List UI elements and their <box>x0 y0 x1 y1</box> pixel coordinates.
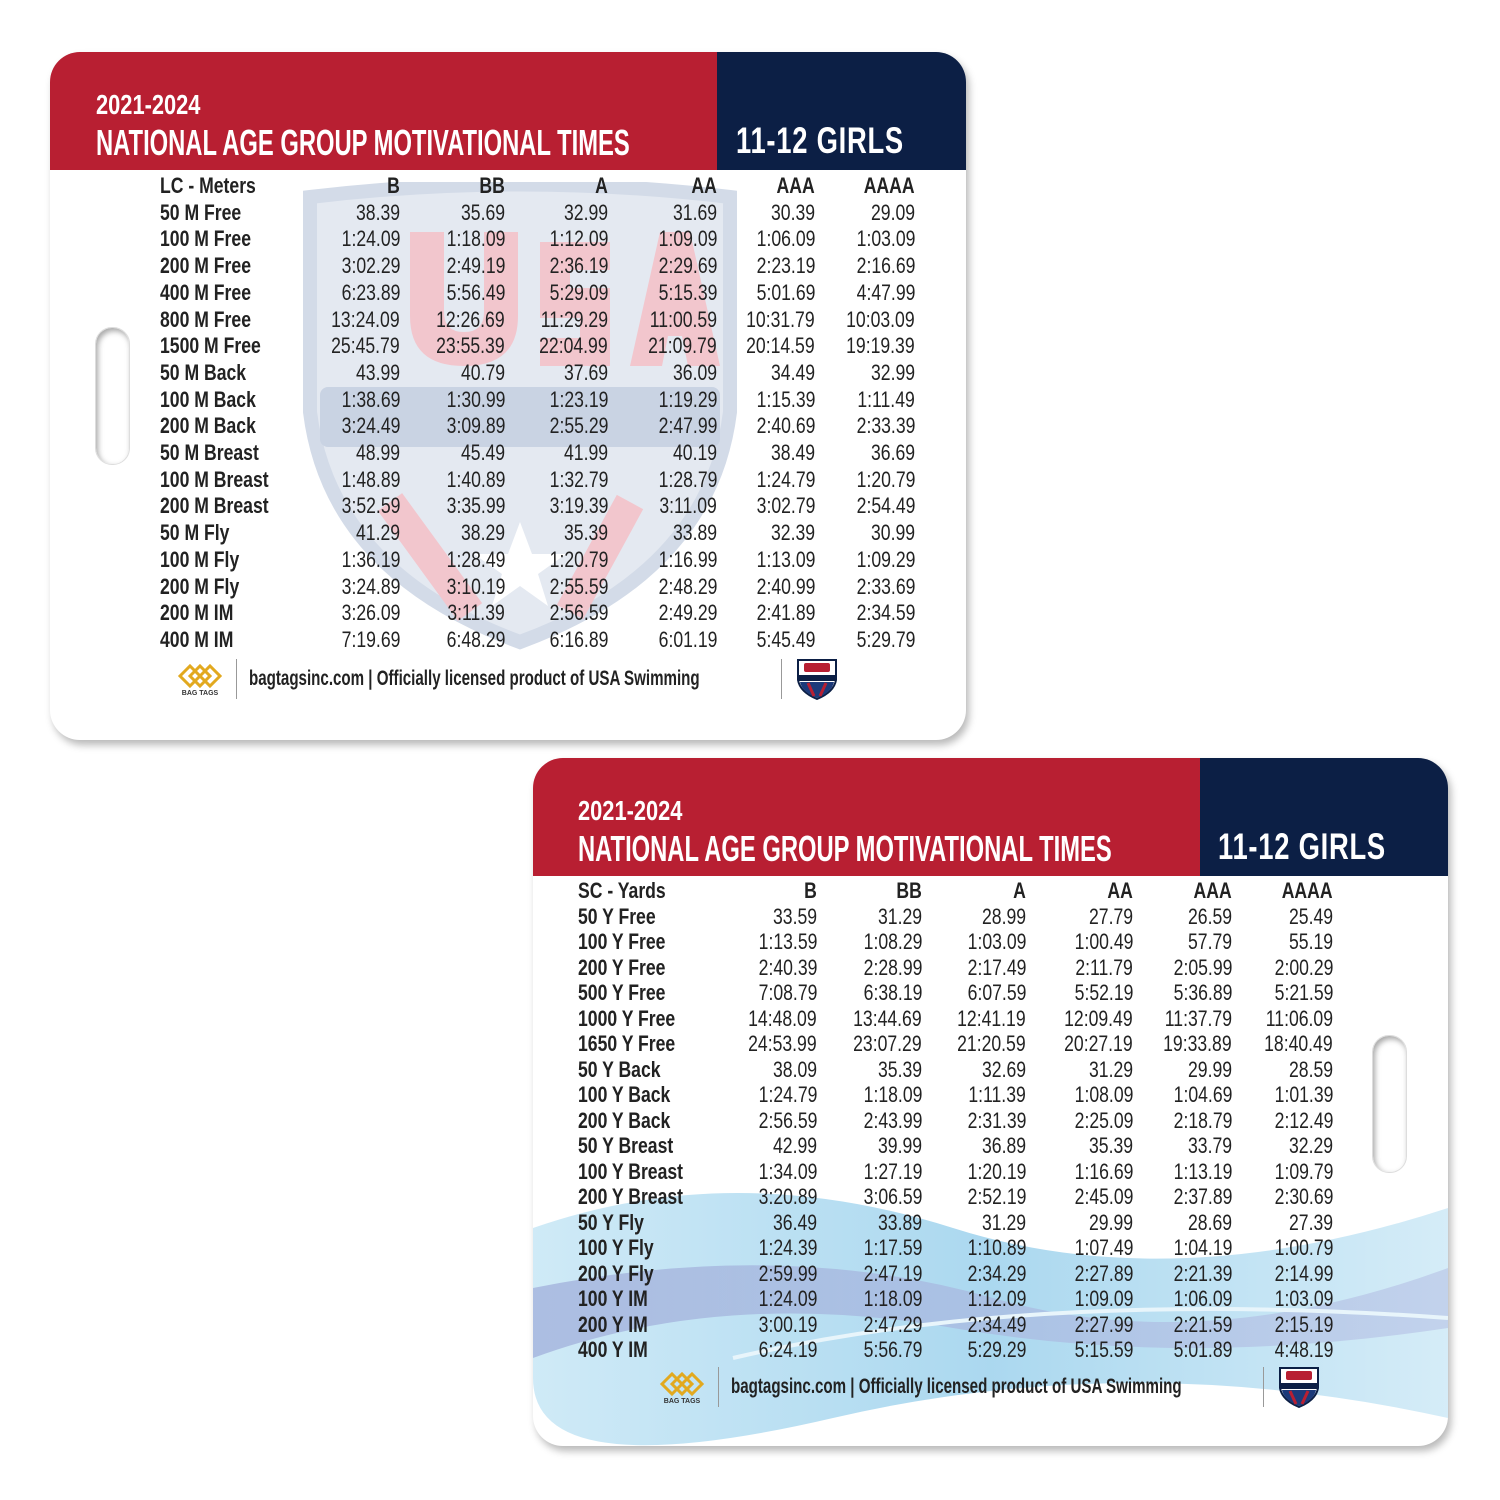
time-cell: 3:52.59 <box>341 493 400 519</box>
event-label: 800 M Free <box>160 306 251 332</box>
time-cell: 2:52.19 <box>967 1184 1026 1209</box>
time-cell: 43.99 <box>355 359 400 385</box>
time-cell: 33.89 <box>877 1209 922 1235</box>
time-cell: 12:41.19 <box>957 1005 1026 1031</box>
time-cell: 1:06.09 <box>1173 1286 1232 1311</box>
time-cell: 30.99 <box>870 520 915 546</box>
time-cell: 1:23.19 <box>549 386 608 412</box>
time-cell: 27.79 <box>1088 903 1133 929</box>
time-cell: 1:10.89 <box>967 1235 1026 1260</box>
time-cell: 37.69 <box>563 359 608 385</box>
usa-swimming-logo-icon <box>794 658 840 700</box>
time-cell: 1:00.79 <box>1274 1235 1333 1260</box>
time-cell: 1:13.09 <box>756 546 815 572</box>
time-cell: 2:33.69 <box>856 573 915 599</box>
event-label: 50 M Back <box>160 359 247 385</box>
age-group-label: 11-12 GIRLS <box>736 120 904 161</box>
time-cell: 35.39 <box>1088 1133 1133 1158</box>
time-cell: 3:09.89 <box>446 413 505 439</box>
time-cell: 5:56.79 <box>863 1337 922 1362</box>
time-cell: 2:17.49 <box>967 954 1026 980</box>
time-cell: 5:52.19 <box>1074 980 1133 1005</box>
time-cell: 2:47.99 <box>658 413 717 439</box>
bag-tags-logo <box>658 1370 706 1405</box>
event-label: 500 Y Free <box>578 980 666 1005</box>
time-cell: 3:11.39 <box>447 600 505 626</box>
time-cell: 40.79 <box>460 359 505 385</box>
card-title: NATIONAL AGE GROUP MOTIVATIONAL TIMES <box>578 828 1112 869</box>
time-cell: 5:29.29 <box>967 1337 1026 1362</box>
time-cell: 5:36.89 <box>1173 980 1232 1005</box>
time-cell: 1:24.79 <box>758 1082 817 1107</box>
sc-yards-card <box>533 758 1448 1446</box>
time-cell: 5:21.59 <box>1274 980 1333 1005</box>
time-cell: 1:24.09 <box>758 1286 817 1311</box>
column-header-a: A <box>1013 878 1026 903</box>
time-cell: 11:37.79 <box>1164 1005 1232 1031</box>
event-label: 200 M IM <box>160 600 234 626</box>
time-cell: 1:04.69 <box>1173 1082 1232 1107</box>
time-cell: 10:31.79 <box>746 306 815 332</box>
time-cell: 1:01.39 <box>1274 1082 1333 1107</box>
event-label: 100 M Breast <box>160 466 269 492</box>
column-header-aa: AA <box>1107 878 1133 903</box>
event-label: 400 M IM <box>160 626 234 652</box>
time-cell: 2:49.19 <box>446 253 505 279</box>
time-cell: 33.59 <box>772 903 817 929</box>
time-cell: 13:24.09 <box>331 306 400 332</box>
time-cell: 22:04.99 <box>539 333 608 359</box>
time-cell: 1:20.19 <box>967 1158 1026 1184</box>
time-cell: 24:53.99 <box>748 1031 817 1056</box>
time-cell: 3:24.89 <box>341 573 400 599</box>
column-header-aaa: AAA <box>776 173 815 198</box>
time-cell: 48.99 <box>355 440 400 465</box>
time-cell: 25.49 <box>1288 903 1333 929</box>
time-cell: 31.29 <box>981 1209 1026 1235</box>
time-cell: 2:16.69 <box>856 253 915 279</box>
time-cell: 1:04.19 <box>1173 1235 1232 1260</box>
time-cell: 2:37.89 <box>1173 1184 1232 1209</box>
time-cell: 25:45.79 <box>331 333 400 359</box>
time-cell: 3:00.19 <box>758 1311 817 1337</box>
time-cell: 1:19.29 <box>658 386 717 412</box>
time-cell: 2:55.59 <box>549 573 608 599</box>
course-header: LC - Meters <box>160 173 256 198</box>
event-label: 1000 Y Free <box>578 1005 676 1031</box>
time-cell: 1:09.29 <box>856 546 915 572</box>
time-cell: 2:49.29 <box>658 600 717 626</box>
years-label: 2021-2024 <box>96 89 201 120</box>
column-header-b: B <box>804 878 817 903</box>
time-cell: 1:24.39 <box>758 1235 817 1260</box>
bag-tags-diamonds-icon <box>176 662 224 690</box>
time-cell: 5:29.79 <box>856 626 915 652</box>
time-cell: 6:48.29 <box>446 626 505 652</box>
time-cell: 5:29.09 <box>549 279 608 305</box>
time-cell: 18:40.49 <box>1264 1031 1333 1056</box>
time-cell: 1:20.79 <box>856 466 915 492</box>
time-cell: 1:03.09 <box>856 226 915 252</box>
time-cell: 29.09 <box>870 199 915 225</box>
time-cell: 2:27.99 <box>1074 1311 1133 1337</box>
time-cell: 55.19 <box>1288 929 1333 954</box>
column-header-aaaa: AAAA <box>1282 878 1333 903</box>
time-cell: 1:36.19 <box>341 546 400 572</box>
time-cell: 21:20.59 <box>957 1031 1026 1056</box>
event-label: 200 M Breast <box>160 493 269 519</box>
usa-swimming-logo-icon <box>1276 1366 1322 1408</box>
years-label: 2021-2024 <box>578 795 683 826</box>
time-cell: 39.99 <box>877 1133 922 1158</box>
time-cell: 2:34.29 <box>967 1260 1026 1286</box>
time-cell: 38.09 <box>772 1056 817 1082</box>
time-cell: 31.69 <box>672 199 717 225</box>
time-cell: 2:54.49 <box>856 493 915 519</box>
event-label: 200 M Back <box>160 413 256 439</box>
time-cell: 20:14.59 <box>746 333 815 359</box>
time-cell: 2:31.39 <box>967 1107 1026 1133</box>
time-cell: 1:09.09 <box>658 226 717 252</box>
time-cell: 1:20.79 <box>549 546 608 572</box>
time-cell: 6:23.89 <box>341 279 400 305</box>
time-cell: 1:09.79 <box>1274 1158 1333 1184</box>
time-cell: 32.69 <box>981 1056 1026 1082</box>
time-cell: 1:07.49 <box>1074 1235 1133 1260</box>
column-header-a: A <box>595 173 608 198</box>
time-cell: 1:16.69 <box>1074 1158 1133 1184</box>
time-cell: 1:03.09 <box>967 929 1026 954</box>
column-header-bb: BB <box>896 878 922 903</box>
time-cell: 2:12.49 <box>1274 1107 1333 1133</box>
column-header-aa: AA <box>691 173 717 198</box>
time-cell: 3:20.89 <box>758 1184 817 1209</box>
event-label: 50 M Breast <box>160 440 259 465</box>
event-label: 50 Y Back <box>578 1056 661 1082</box>
event-label: 50 Y Free <box>578 903 656 929</box>
time-cell: 19:19.39 <box>846 333 915 359</box>
time-cell: 5:15.59 <box>1074 1337 1133 1362</box>
footer-text: bagtagsinc.com | Officially licensed product of USA Swimming <box>731 1375 1182 1398</box>
time-cell: 2:33.39 <box>856 413 915 439</box>
time-cell: 7:19.69 <box>341 626 400 652</box>
time-cell: 5:56.49 <box>446 279 505 305</box>
time-cell: 42.99 <box>772 1133 817 1158</box>
event-label: 50 Y Breast <box>578 1133 674 1158</box>
time-cell: 1:08.29 <box>863 929 922 954</box>
time-cell: 36.49 <box>772 1209 817 1235</box>
time-cell: 29.99 <box>1187 1056 1232 1082</box>
time-cell: 2:41.89 <box>756 600 815 626</box>
time-cell: 1:24.09 <box>341 226 400 252</box>
time-cell: 32.99 <box>563 199 608 225</box>
time-cell: 1:16.99 <box>658 546 717 572</box>
time-cell: 5:01.89 <box>1173 1337 1232 1362</box>
time-cell: 2:34.49 <box>967 1311 1026 1337</box>
time-cell: 1:18.09 <box>863 1082 922 1107</box>
event-label: 200 Y Back <box>578 1107 671 1133</box>
time-cell: 38.39 <box>355 199 400 225</box>
time-cell: 1:34.09 <box>758 1158 817 1184</box>
event-label: 100 Y Back <box>578 1082 671 1107</box>
time-cell: 1:28.79 <box>658 466 717 492</box>
time-cell: 38.49 <box>770 440 815 465</box>
time-cell: 12:26.69 <box>436 306 505 332</box>
time-cell: 19:33.89 <box>1163 1031 1232 1056</box>
time-cell: 1:12.09 <box>549 226 608 252</box>
time-cell: 40.19 <box>672 440 717 465</box>
time-cell: 28.69 <box>1187 1209 1232 1235</box>
time-cell: 4:47.99 <box>856 279 915 305</box>
time-cell: 10:03.09 <box>846 306 915 332</box>
time-cell: 32.39 <box>770 520 815 546</box>
time-cell: 3:19.39 <box>549 493 608 519</box>
time-cell: 1:17.59 <box>863 1235 922 1260</box>
footer-text: bagtagsinc.com | Officially licensed product of USA Swimming <box>249 667 700 690</box>
time-cell: 11:29.29 <box>540 306 608 332</box>
time-cell: 36.09 <box>672 359 717 385</box>
time-cell: 3:26.09 <box>341 600 400 626</box>
time-cell: 2:28.99 <box>863 954 922 980</box>
time-cell: 14:48.09 <box>748 1005 817 1031</box>
time-cell: 1:30.99 <box>446 386 505 412</box>
time-cell: 1:32.79 <box>549 466 608 492</box>
time-cell: 1:12.09 <box>967 1286 1026 1311</box>
time-cell: 2:23.19 <box>756 253 815 279</box>
time-cell: 3:24.49 <box>341 413 400 439</box>
event-label: 100 Y IM <box>578 1286 648 1311</box>
time-cell: 2:40.99 <box>756 573 815 599</box>
time-cell: 12:09.49 <box>1064 1005 1133 1031</box>
event-label: 1500 M Free <box>160 333 261 359</box>
time-cell: 26.59 <box>1187 903 1232 929</box>
time-cell: 6:38.19 <box>863 980 922 1005</box>
time-cell: 6:01.19 <box>658 626 717 652</box>
time-cell: 2:11.79 <box>1075 954 1133 980</box>
time-cell: 28.59 <box>1288 1056 1333 1082</box>
event-label: 200 Y Fly <box>578 1260 654 1286</box>
time-cell: 1:48.89 <box>341 466 400 492</box>
time-cell: 38.29 <box>460 520 505 546</box>
time-cell: 1:27.19 <box>863 1158 922 1184</box>
column-header-b: B <box>387 173 400 198</box>
time-cell: 31.29 <box>877 903 922 929</box>
divider <box>718 1367 719 1407</box>
time-cell: 2:29.69 <box>658 253 717 279</box>
event-label: 100 Y Free <box>578 929 666 954</box>
event-label: 50 M Free <box>160 199 242 225</box>
time-cell: 57.79 <box>1187 929 1232 954</box>
divider <box>1263 1367 1264 1407</box>
time-cell: 2:05.99 <box>1173 954 1232 980</box>
time-cell: 21:09.79 <box>648 333 717 359</box>
event-label: 100 Y Fly <box>578 1235 654 1260</box>
event-label: 400 Y IM <box>578 1337 648 1362</box>
time-cell: 1:18.09 <box>863 1286 922 1311</box>
event-label: 50 M Fly <box>160 520 230 546</box>
event-label: 1650 Y Free <box>578 1031 676 1056</box>
event-label: 200 Y IM <box>578 1311 648 1337</box>
time-cell: 31.29 <box>1088 1056 1133 1082</box>
time-cell: 1:11.39 <box>968 1082 1026 1107</box>
footer <box>176 658 840 700</box>
time-cell: 36.69 <box>870 440 915 465</box>
event-label: 200 Y Breast <box>578 1184 684 1209</box>
event-label: 200 M Free <box>160 253 251 279</box>
time-cell: 5:01.69 <box>756 279 815 305</box>
time-cell: 11:06.09 <box>1265 1005 1333 1031</box>
time-cell: 35.69 <box>460 199 505 225</box>
time-cell: 20:27.19 <box>1064 1031 1133 1056</box>
time-cell: 27.39 <box>1288 1209 1333 1235</box>
time-cell: 2:56.59 <box>758 1107 817 1133</box>
column-header-aaa: AAA <box>1193 878 1232 903</box>
time-cell: 2:47.19 <box>863 1260 922 1286</box>
time-cell: 2:00.29 <box>1274 954 1333 980</box>
time-cell: 2:18.79 <box>1173 1107 1232 1133</box>
lc-meters-card <box>50 52 966 740</box>
time-cell: 2:15.19 <box>1274 1311 1333 1337</box>
strap-slot <box>95 327 130 465</box>
strap-slot <box>1372 1035 1407 1173</box>
time-cell: 41.29 <box>355 520 400 546</box>
time-cell: 33.79 <box>1187 1133 1232 1158</box>
time-cell: 28.99 <box>981 903 1026 929</box>
time-cell: 3:11.09 <box>659 493 717 519</box>
age-group-label: 11-12 GIRLS <box>1218 826 1386 867</box>
time-cell: 2:21.39 <box>1173 1260 1232 1286</box>
time-cell: 7:08.79 <box>758 980 817 1005</box>
event-label: 100 M Back <box>160 386 256 412</box>
time-cell: 2:45.09 <box>1074 1184 1133 1209</box>
time-cell: 2:34.59 <box>856 600 915 626</box>
course-header: SC - Yards <box>578 878 666 903</box>
bag-tags-label: BAG TAGS <box>663 1397 701 1405</box>
time-cell: 1:18.09 <box>446 226 505 252</box>
time-cell: 1:15.39 <box>756 386 815 412</box>
time-cell: 1:08.09 <box>1074 1082 1133 1107</box>
time-cell: 2:36.19 <box>549 253 608 279</box>
column-header-bb: BB <box>479 173 505 198</box>
time-cell: 2:43.99 <box>863 1107 922 1133</box>
event-label: 100 M Free <box>160 226 251 252</box>
event-label: 50 Y Fly <box>578 1209 644 1235</box>
time-cell: 34.49 <box>770 359 815 385</box>
time-cell: 3:02.29 <box>341 253 400 279</box>
time-cell: 33.89 <box>672 520 717 546</box>
time-cell: 36.89 <box>981 1133 1026 1158</box>
time-cell: 23:55.39 <box>436 333 505 359</box>
event-label: 100 Y Breast <box>578 1158 684 1184</box>
time-cell: 1:00.49 <box>1074 929 1133 954</box>
time-cell: 2:30.69 <box>1274 1184 1333 1209</box>
event-label: 200 M Fly <box>160 573 240 599</box>
time-cell: 5:45.49 <box>756 626 815 652</box>
divider <box>781 659 782 699</box>
time-cell: 2:40.39 <box>758 954 817 980</box>
time-cell: 32.99 <box>870 359 915 385</box>
time-cell: 3:35.99 <box>446 493 505 519</box>
time-cell: 2:47.29 <box>863 1311 922 1337</box>
time-cell: 23:07.29 <box>853 1031 922 1056</box>
time-cell: 1:11.49 <box>857 386 915 412</box>
time-cell: 45.49 <box>460 440 505 465</box>
time-cell: 35.39 <box>877 1056 922 1082</box>
bag-tags-logo <box>176 662 224 697</box>
column-header-aaaa: AAAA <box>864 173 915 198</box>
card-title: NATIONAL AGE GROUP MOTIVATIONAL TIMES <box>96 122 630 163</box>
time-cell: 1:28.49 <box>446 546 505 572</box>
time-cell: 30.39 <box>770 199 815 225</box>
time-cell: 2:27.89 <box>1074 1260 1133 1286</box>
time-cell: 1:13.19 <box>1173 1158 1232 1184</box>
time-cell: 4:48.19 <box>1274 1337 1333 1362</box>
bag-tags-diamonds-icon <box>658 1370 706 1398</box>
divider <box>236 659 237 699</box>
bag-tags-label: BAG TAGS <box>181 689 219 697</box>
time-cell: 13:44.69 <box>853 1005 922 1031</box>
time-cell: 2:55.29 <box>549 413 608 439</box>
time-cell: 41.99 <box>563 440 608 465</box>
time-cell: 3:10.19 <box>446 573 505 599</box>
time-cell: 1:24.79 <box>756 466 815 492</box>
time-cell: 6:07.59 <box>967 980 1026 1005</box>
time-cell: 3:02.79 <box>756 493 815 519</box>
event-label: 200 Y Free <box>578 954 666 980</box>
time-cell: 6:24.19 <box>758 1337 817 1362</box>
event-label: 400 M Free <box>160 279 251 305</box>
time-cell: 2:14.99 <box>1274 1260 1333 1286</box>
time-cell: 32.29 <box>1288 1133 1333 1158</box>
time-cell: 1:40.89 <box>446 466 505 492</box>
time-cell: 2:56.59 <box>549 600 608 626</box>
time-cell: 6:16.89 <box>549 626 608 652</box>
time-cell: 1:13.59 <box>758 929 817 954</box>
time-cell: 3:06.59 <box>863 1184 922 1209</box>
time-cell: 2:25.09 <box>1074 1107 1133 1133</box>
time-cell: 2:59.99 <box>758 1260 817 1286</box>
time-cell: 1:03.09 <box>1274 1286 1333 1311</box>
time-cell: 2:21.59 <box>1173 1311 1232 1337</box>
time-cell: 35.39 <box>563 520 608 546</box>
time-cell: 11:00.59 <box>649 306 717 332</box>
time-cell: 2:40.69 <box>756 413 815 439</box>
time-cell: 1:38.69 <box>341 386 400 412</box>
time-cell: 5:15.39 <box>658 279 717 305</box>
time-cell: 1:09.09 <box>1074 1286 1133 1311</box>
footer <box>658 1366 1322 1408</box>
event-label: 100 M Fly <box>160 546 240 572</box>
time-cell: 2:48.29 <box>658 573 717 599</box>
time-cell: 1:06.09 <box>756 226 815 252</box>
time-cell: 29.99 <box>1088 1209 1133 1235</box>
